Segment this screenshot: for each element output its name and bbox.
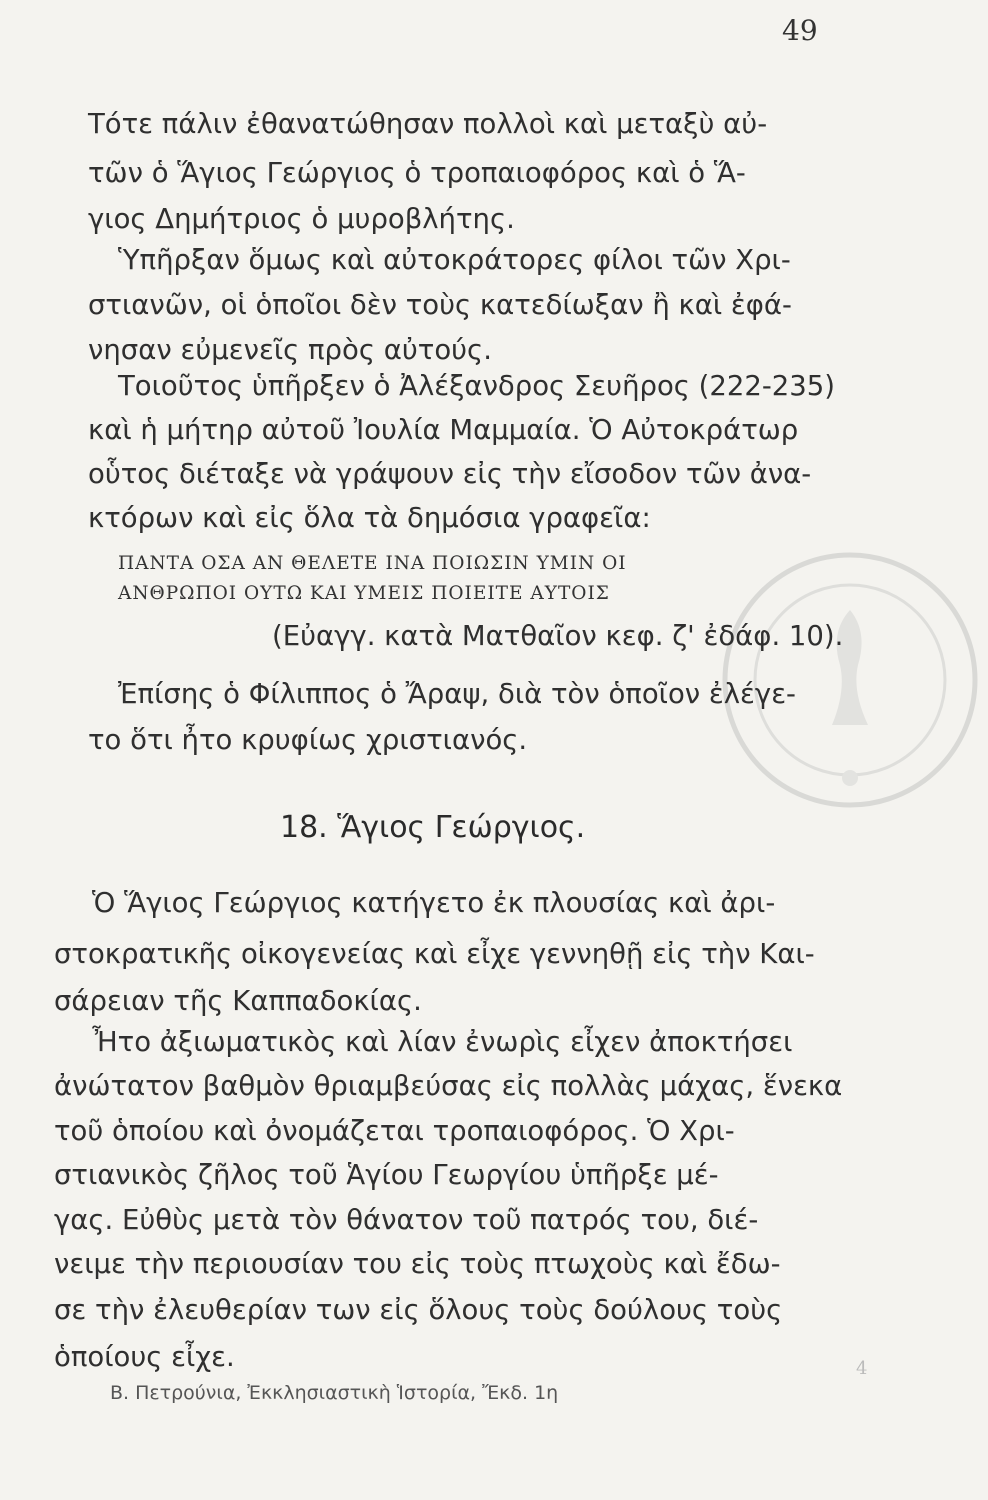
text-line: σε τὴν ἐλευθερίαν των εἰς ὅλους τοὺς δούλους τοὺς	[54, 1294, 783, 1326]
page-number: 49	[782, 14, 818, 47]
text-line: τοῦ ὁποίου καὶ ὀνομάζεται τροπαιοφόρος. Ὁ Χρι-	[54, 1115, 735, 1147]
quote-caps-line: ΑΝΘΡΩΠΟΙ ΟΥΤΩ ΚΑΙ ΥΜΕΙΣ ΠΟΙΕΙΤΕ ΑΥΤΟΙΣ	[118, 583, 610, 604]
text-line: Ἐπίσης ὁ Φίλιππος ὁ Ἄραψ, διὰ τὸν ὁποῖον ἐλέγε-	[118, 678, 796, 710]
text-line: νειμε τὴν περιουσίαν του εἰς τοὺς πτωχοὺς καὶ ἔδω-	[54, 1248, 781, 1280]
text-line: γας. Εὐθὺς μετὰ τὸν θάνατον τοῦ πατρός του, διέ-	[54, 1204, 759, 1236]
text-line: καὶ ἡ μήτηρ αὐτοῦ Ἰουλία Μαμμαία. Ὁ Αὐτοκράτωρ	[88, 414, 799, 446]
quote-caps-line: ΠΑΝΤΑ ΟΣΑ ΑΝ ΘΕΛΕΤΕ ΙΝΑ ΠΟΙΩΣΙΝ ΥΜΙΝ ΟΙ	[118, 553, 627, 574]
footer-citation: Β. Πετρούνια, Ἐκκλησιαστικὴ Ἱστορία, Ἔκδ. 1η	[110, 1382, 559, 1404]
text-line: Ἦτο ἀξιωματικὸς καὶ λίαν ἐνωρὶς εἶχεν ἀποκτήσει	[92, 1026, 793, 1058]
text-line: γιος Δημήτριος ὁ μυροβλήτης.	[88, 203, 515, 235]
text-line: ἀνώτατον βαθμὸν θριαμβεύσας εἰς πολλὰς μάχας, ἕνεκα	[54, 1070, 843, 1102]
text-line: σάρειαν τῆς Καππαδοκίας.	[54, 985, 422, 1017]
text-line: τῶν ὁ Ἅγιος Γεώργιος ὁ τροπαιοφόρος καὶ ὁ Ἅ-	[88, 157, 746, 189]
text-line: ὁποίους εἶχε.	[54, 1341, 235, 1373]
text-line: στιανῶν, οἱ ὁποῖοι δὲν τοὺς κατεδίωξαν ἢ καὶ ἐφά-	[88, 289, 792, 321]
text-line: οὗτος διέταξε νὰ γράψουν εἰς τὴν εἴσοδον τῶν ἀνα-	[88, 458, 812, 490]
quote-reference: (Εὐαγγ. κατὰ Ματθαῖον κεφ. ζ' ἐδάφ. 10).	[272, 620, 844, 652]
text-line: Ὁ Ἅγιος Γεώργιος κατήγετο ἐκ πλουσίας καὶ ἀρι-	[92, 887, 776, 919]
text-line: το ὅτι ἦτο κρυφίως χριστιανός.	[88, 724, 528, 756]
text-line: νησαν εὐμενεῖς πρὸς αὐτούς.	[88, 334, 492, 366]
text-line: Τότε πάλιν ἐθανατώθησαν πολλοὶ καὶ μεταξὺ αὐ-	[88, 108, 768, 140]
text-line: κτόρων καὶ εἰς ὅλα τὰ δημόσια γραφεῖα:	[88, 502, 651, 534]
section-heading: 18. Ἅγιος Γεώργιος.	[280, 810, 586, 845]
text-line: Τοιοῦτος ὑπῆρξεν ὁ Ἀλέξανδρος Σευῆρος (222-235)	[118, 370, 836, 402]
text-line: στιανικὸς ζῆλος τοῦ Ἁγίου Γεωργίου ὑπῆρξε μέ-	[54, 1159, 719, 1191]
text-line: Ὑπῆρξαν ὅμως καὶ αὐτοκράτορες φίλοι τῶν Χρι-	[118, 244, 791, 276]
text-line: στοκρατικῆς οἰκογενείας καὶ εἶχε γεννηθῇ εἰς τὴν Και-	[54, 938, 815, 970]
signature-mark: 4	[856, 1358, 868, 1379]
